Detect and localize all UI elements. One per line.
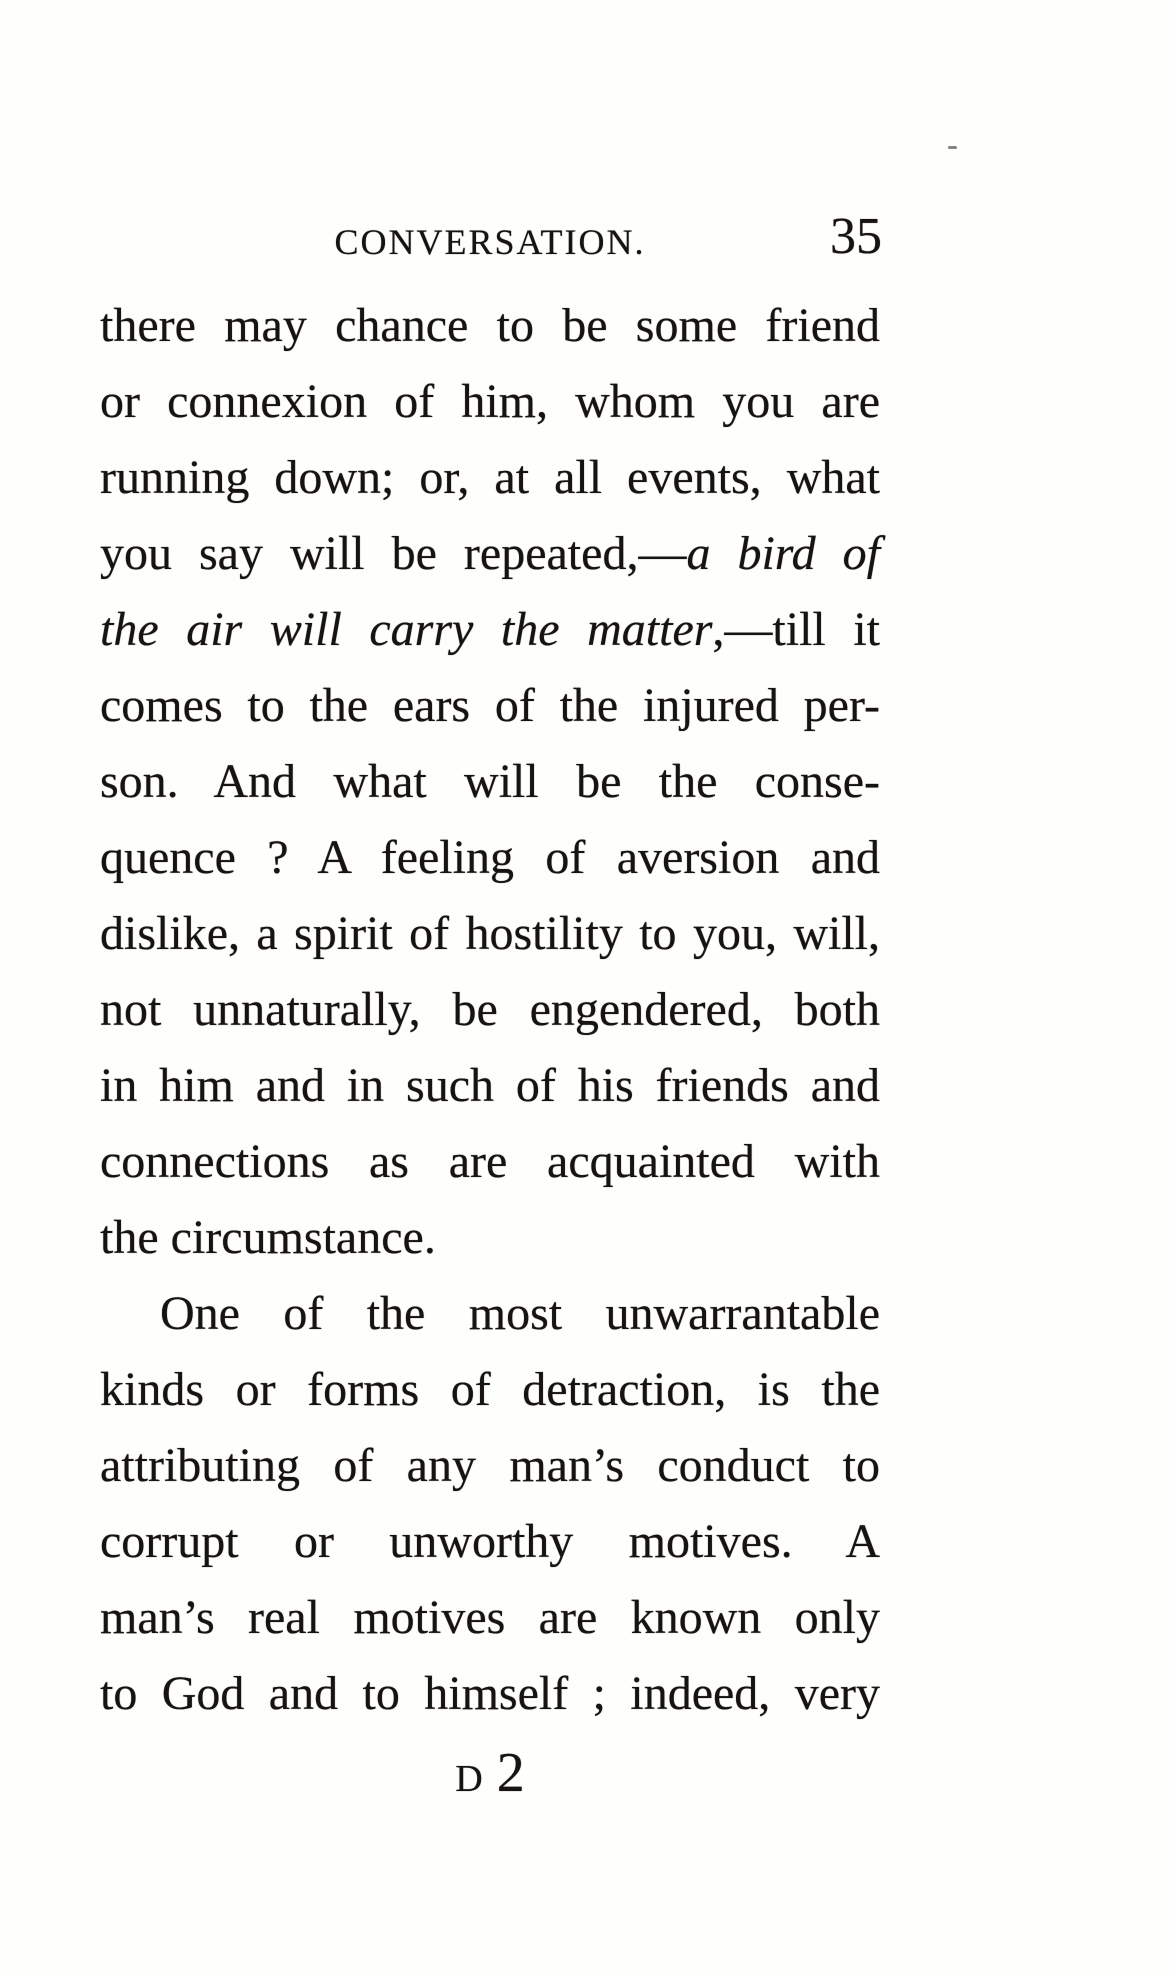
text-line bbox=[100, 744, 880, 820]
text-line bbox=[100, 1580, 880, 1656]
text-segment: corrupt or unworthy motives. A bbox=[100, 1515, 880, 1568]
text-line bbox=[100, 440, 880, 516]
signature-letter: D bbox=[455, 1758, 483, 1800]
text-segment: son. And what will be the conse- bbox=[100, 755, 880, 808]
text-line bbox=[100, 1656, 880, 1732]
text-line bbox=[100, 1276, 880, 1352]
signature-number: 2 bbox=[496, 1742, 525, 1804]
text-segment: quence ? A feeling of aversion and bbox=[100, 831, 880, 884]
text-segment: One of the most unwarrantable bbox=[160, 1287, 880, 1340]
text-segment: there may chance to be some friend bbox=[100, 299, 880, 352]
text-segment: attributing of any man’s conduct to bbox=[100, 1439, 880, 1492]
text-line bbox=[100, 592, 880, 668]
text-line bbox=[100, 668, 880, 744]
text-segment: you say will be repeated,— bbox=[100, 527, 687, 580]
text-segment: connections as are acquainted with bbox=[100, 1135, 880, 1188]
text-line bbox=[100, 1352, 880, 1428]
text-segment: kinds or forms of detraction, is the bbox=[100, 1363, 880, 1416]
text-line bbox=[100, 1124, 880, 1200]
text-line bbox=[100, 820, 880, 896]
text-segment: to God and to himself ; indeed, very bbox=[100, 1667, 880, 1720]
italic-text-segment: a bird of bbox=[686, 527, 880, 580]
text-segment: comes to the ears of the injured per- bbox=[100, 679, 880, 732]
text-line bbox=[100, 1200, 880, 1276]
text-segment: in him and in such of his friends and bbox=[100, 1059, 880, 1112]
text-segment: man’s real motives are known only bbox=[100, 1591, 880, 1644]
text-segment: the circumstance. bbox=[100, 1211, 436, 1264]
italic-text-segment: the air will carry the matter bbox=[100, 603, 713, 656]
text-line bbox=[100, 896, 880, 972]
text-segment: or connexion of him, whom you are bbox=[100, 375, 880, 428]
text-segment: ,—till it bbox=[712, 603, 880, 656]
text-line bbox=[100, 516, 880, 592]
page-number: 35 bbox=[830, 208, 882, 265]
text-segment: not unnaturally, be engendered, both bbox=[100, 983, 880, 1036]
text-line bbox=[100, 1504, 880, 1580]
text-line bbox=[100, 364, 880, 440]
scan-speck-artifact bbox=[948, 146, 957, 149]
running-header-title: CONVERSATION. bbox=[334, 222, 646, 262]
signature-mark bbox=[100, 1742, 880, 1804]
text-segment: dislike, a spirit of hostility to you, will, bbox=[100, 907, 880, 960]
text-line bbox=[100, 288, 880, 364]
body-text-block bbox=[100, 288, 880, 1732]
text-line bbox=[100, 972, 880, 1048]
text-line bbox=[100, 1428, 880, 1504]
text-segment: running down; or, at all events, what bbox=[100, 451, 880, 504]
text-line bbox=[100, 1048, 880, 1124]
